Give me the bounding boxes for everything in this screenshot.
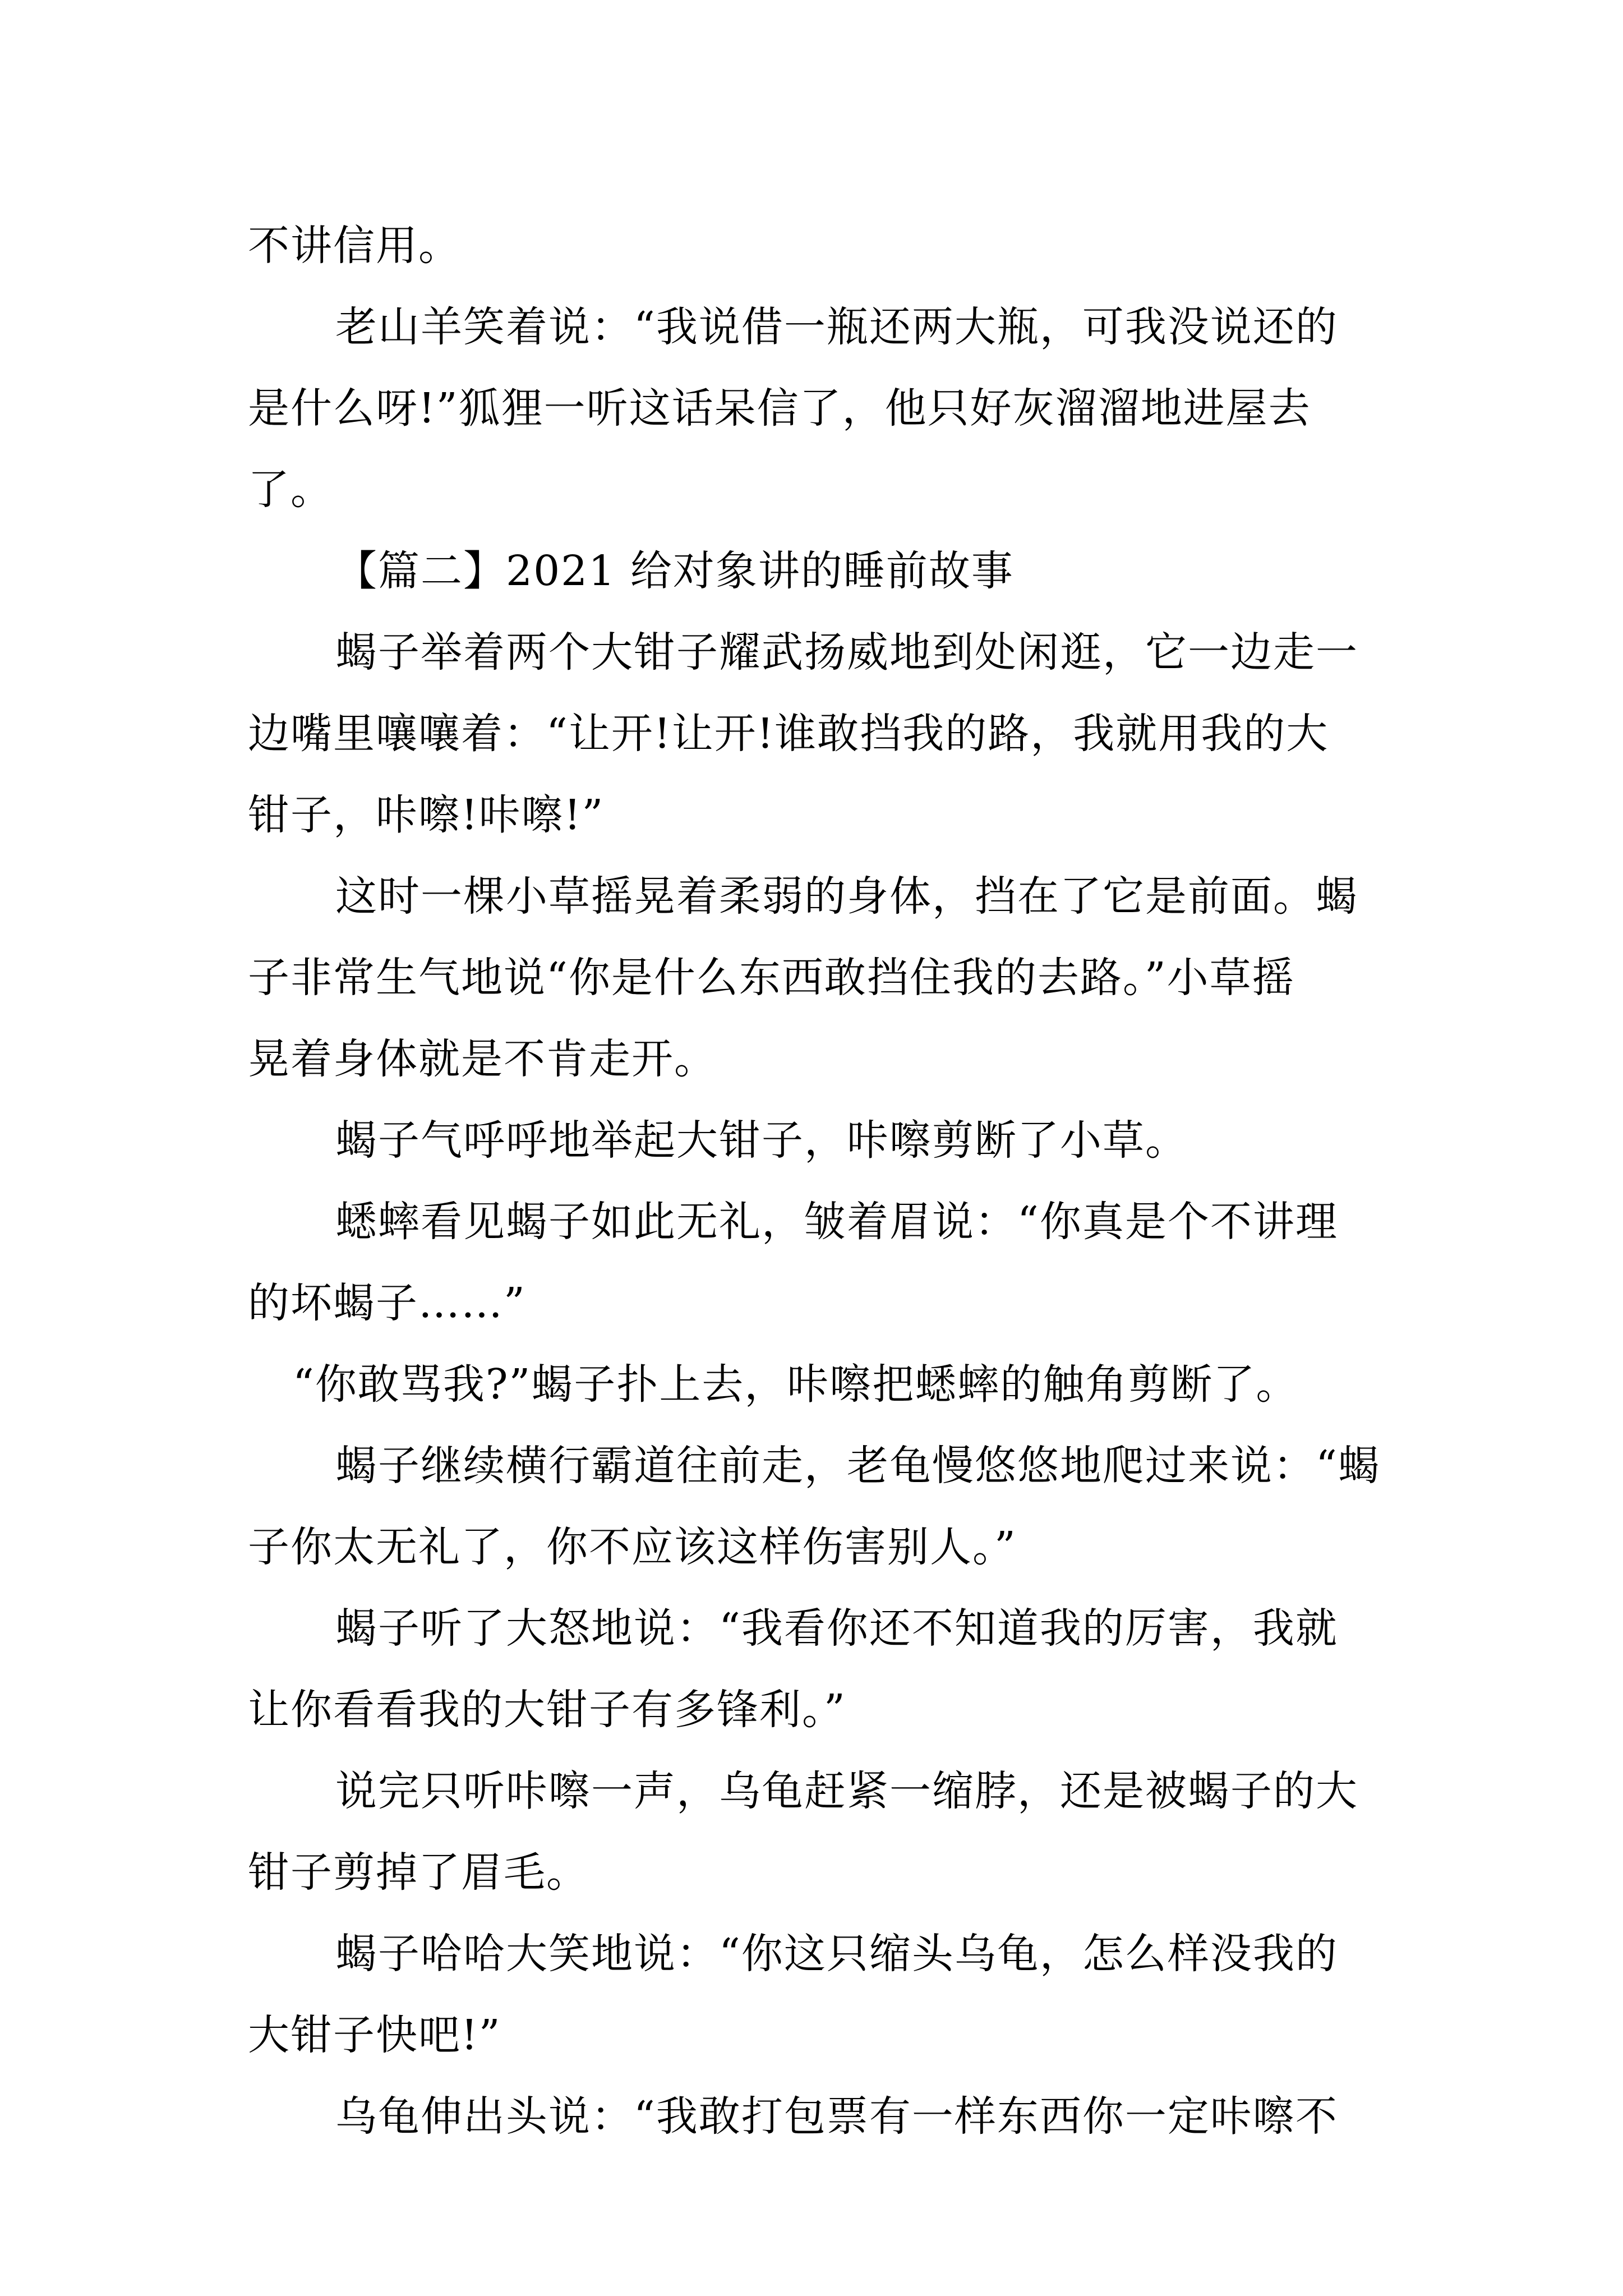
text-line: 不讲信用。 [248, 222, 461, 270]
text-line: 蝎子听了大怒地说：“我看你还不知道我的厉害，我就 [335, 1604, 1338, 1653]
text-line: 的坏蝎子……” [248, 1279, 526, 1327]
text-line: 钳子剪掉了眉毛。 [248, 1848, 589, 1897]
text-line: 子你太无礼了，你不应该这样伤害别人。” [248, 1523, 1017, 1571]
text-line: 大钳子快吧!” [248, 2011, 501, 2059]
text-line: “你敢骂我?”蝎子扑上去，咔嚓把蟋蟀的触角剪断了。 [293, 1360, 1299, 1409]
text-line: 乌龟伸出头说：“我敢打包票有一样东西你一定咔嚓不 [335, 2092, 1338, 2141]
text-line: 子非常生气地说“你是什么东西敢挡住我的去路。”小草摇 [248, 954, 1295, 1002]
text-line: 是什么呀!”狐狸一听这话呆信了，他只好灰溜溜地进屋去 [248, 384, 1311, 432]
text-line: 晃着身体就是不肯走开。 [248, 1035, 717, 1083]
text-line: 蝎子举着两个大钳子耀武扬威地到处闲逛，它一边走一 [335, 628, 1358, 677]
text-line: 边嘴里嚷嚷着：“让开!让开!谁敢挡我的路，我就用我的大 [248, 710, 1329, 758]
document-body [248, 205, 1392, 2157]
text-line: 老山羊笑着说：“我说借一瓶还两大瓶，可我没说还的 [335, 303, 1338, 351]
text-line: 蝎子气呼呼地举起大钳子，咔嚓剪断了小草。 [335, 1116, 1188, 1165]
text-line: 蝎子继续横行霸道往前走，老龟慢悠悠地爬过来说：“蝎 [335, 1442, 1381, 1490]
text-line: 说完只听咔嚓一声，乌龟赶紧一缩脖，还是被蝎子的大 [335, 1767, 1358, 1815]
text-line: 这时一棵小草摇晃着柔弱的身体，挡在了它是前面。蝎 [335, 872, 1358, 921]
text-line: 蝎子哈哈大笑地说：“你这只缩头乌龟，怎么样没我的 [335, 1930, 1338, 1978]
text-line: 钳子，咔嚓!咔嚓!” [248, 791, 605, 839]
text-line: 让你看看我的大钳子有多锋利。” [248, 1686, 846, 1734]
section-heading: 【篇二】2021 给对象讲的睡前故事 [335, 547, 1014, 595]
text-line: 了。 [248, 466, 333, 514]
text-line: 蟋蟀看见蝎子如此无礼，皱着眉说：“你真是个不讲理 [335, 1198, 1338, 1246]
